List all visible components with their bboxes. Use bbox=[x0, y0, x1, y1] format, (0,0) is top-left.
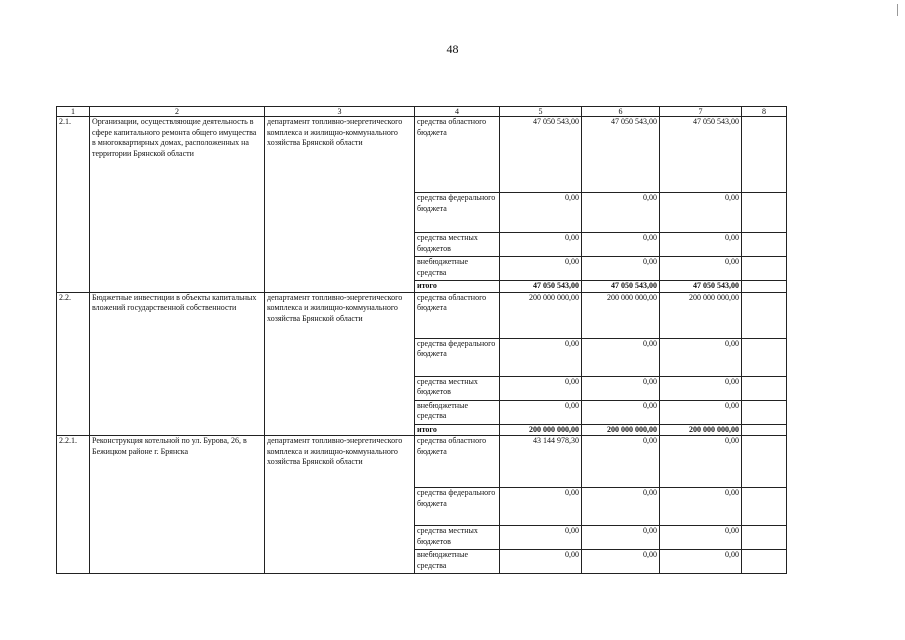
amount-cell bbox=[742, 400, 787, 424]
amount-cell bbox=[742, 376, 787, 400]
amount-cell: 200 000 000,00 bbox=[582, 292, 660, 338]
amount-cell bbox=[742, 233, 787, 257]
amount-cell: 0,00 bbox=[582, 436, 660, 488]
amount-cell: 0,00 bbox=[500, 376, 582, 400]
header-cell: 2 bbox=[90, 107, 265, 117]
amount-cell: 0,00 bbox=[500, 550, 582, 574]
amount-cell: 0,00 bbox=[500, 257, 582, 281]
amount-cell: 0,00 bbox=[660, 550, 742, 574]
amount-cell bbox=[742, 292, 787, 338]
amount-cell: 0,00 bbox=[500, 488, 582, 526]
row-executor: департамент топливно-энергетического комплекса и жилищно-коммунального хозяйства Брянской области bbox=[265, 436, 415, 574]
amount-cell: 47 050 543,00 bbox=[660, 117, 742, 193]
row-name: Организации, осуществляющие деятельность в сфере капитального ремонта общего имущества в многоквартирных домах, расположенных на территории Брянской области bbox=[90, 117, 265, 293]
amount-cell: 0,00 bbox=[500, 233, 582, 257]
amount-cell: 0,00 bbox=[582, 526, 660, 550]
row-executor: департамент топливно-энергетического комплекса и жилищно-коммунального хозяйства Брянской области bbox=[265, 117, 415, 293]
amount-cell: 47 050 543,00 bbox=[500, 117, 582, 193]
funding-source: внебюджетные средства bbox=[415, 400, 500, 424]
amount-cell bbox=[742, 193, 787, 233]
amount-cell bbox=[742, 526, 787, 550]
row-name: Реконструкция котельной по ул. Бурова, 26, в Бежицком районе г. Брянска bbox=[90, 436, 265, 574]
row-name: Бюджетные инвестиции в объекты капитальных вложений государственной собственности bbox=[90, 292, 265, 436]
funding-source: внебюджетные средства bbox=[415, 257, 500, 281]
amount-cell: 47 050 543,00 bbox=[582, 117, 660, 193]
table-row bbox=[57, 292, 787, 338]
amount-cell: 0,00 bbox=[660, 400, 742, 424]
amount-cell: 0,00 bbox=[500, 526, 582, 550]
amount-cell: 0,00 bbox=[500, 400, 582, 424]
amount-cell bbox=[742, 281, 787, 293]
header-cell: 4 bbox=[415, 107, 500, 117]
amount-cell bbox=[742, 424, 787, 436]
table-row bbox=[57, 436, 787, 488]
amount-cell bbox=[742, 117, 787, 193]
funding-source: средства местных бюджетов bbox=[415, 233, 500, 257]
funding-source: средства федерального бюджета bbox=[415, 488, 500, 526]
amount-cell: 47 050 543,00 bbox=[582, 281, 660, 293]
amount-cell: 0,00 bbox=[660, 257, 742, 281]
funding-source: средства областного бюджета bbox=[415, 292, 500, 338]
row-code: 2.2. bbox=[57, 292, 90, 436]
header-cell: 8 bbox=[742, 107, 787, 117]
amount-cell: 0,00 bbox=[660, 488, 742, 526]
amount-cell: 47 050 543,00 bbox=[500, 281, 582, 293]
edge-mark bbox=[897, 4, 898, 16]
amount-cell: 0,00 bbox=[582, 488, 660, 526]
amount-cell: 200 000 000,00 bbox=[582, 424, 660, 436]
amount-cell: 0,00 bbox=[500, 193, 582, 233]
amount-cell bbox=[742, 338, 787, 376]
amount-cell: 47 050 543,00 bbox=[660, 281, 742, 293]
table-row bbox=[57, 117, 787, 193]
page-number: 48 bbox=[446, 42, 459, 56]
funding-source: итого bbox=[415, 424, 500, 436]
funding-source: средства областного бюджета bbox=[415, 436, 500, 488]
funding-source: средства областного бюджета bbox=[415, 117, 500, 193]
header-cell: 5 bbox=[500, 107, 582, 117]
amount-cell: 0,00 bbox=[582, 550, 660, 574]
amount-cell bbox=[742, 257, 787, 281]
amount-cell: 0,00 bbox=[500, 338, 582, 376]
amount-cell bbox=[742, 488, 787, 526]
amount-cell: 200 000 000,00 bbox=[500, 292, 582, 338]
amount-cell: 0,00 bbox=[582, 338, 660, 376]
amount-cell: 43 144 978,30 bbox=[500, 436, 582, 488]
amount-cell: 200 000 000,00 bbox=[500, 424, 582, 436]
funding-source: средства местных бюджетов bbox=[415, 526, 500, 550]
amount-cell: 0,00 bbox=[582, 400, 660, 424]
funding-source: средства федерального бюджета bbox=[415, 338, 500, 376]
amount-cell: 0,00 bbox=[582, 233, 660, 257]
amount-cell: 0,00 bbox=[582, 257, 660, 281]
header-row bbox=[57, 107, 787, 117]
row-code: 2.2.1. bbox=[57, 436, 90, 574]
funding-source: средства местных бюджетов bbox=[415, 376, 500, 400]
amount-cell: 200 000 000,00 bbox=[660, 292, 742, 338]
header-cell: 7 bbox=[660, 107, 742, 117]
amount-cell: 0,00 bbox=[660, 338, 742, 376]
header-cell: 1 bbox=[57, 107, 90, 117]
amount-cell bbox=[742, 550, 787, 574]
amount-cell: 0,00 bbox=[660, 526, 742, 550]
amount-cell: 0,00 bbox=[660, 233, 742, 257]
amount-cell: 200 000 000,00 bbox=[660, 424, 742, 436]
amount-cell bbox=[742, 436, 787, 488]
row-executor: департамент топливно-энергетического комплекса и жилищно-коммунального хозяйства Брянской области bbox=[265, 292, 415, 436]
budget-table bbox=[56, 106, 787, 574]
funding-source: средства федерального бюджета bbox=[415, 193, 500, 233]
amount-cell: 0,00 bbox=[582, 193, 660, 233]
amount-cell: 0,00 bbox=[660, 376, 742, 400]
funding-source: итого bbox=[415, 281, 500, 293]
row-code: 2.1. bbox=[57, 117, 90, 293]
amount-cell: 0,00 bbox=[582, 376, 660, 400]
amount-cell: 0,00 bbox=[660, 193, 742, 233]
amount-cell: 0,00 bbox=[660, 436, 742, 488]
header-cell: 6 bbox=[582, 107, 660, 117]
funding-source: внебюджетные средства bbox=[415, 550, 500, 574]
header-cell: 3 bbox=[265, 107, 415, 117]
